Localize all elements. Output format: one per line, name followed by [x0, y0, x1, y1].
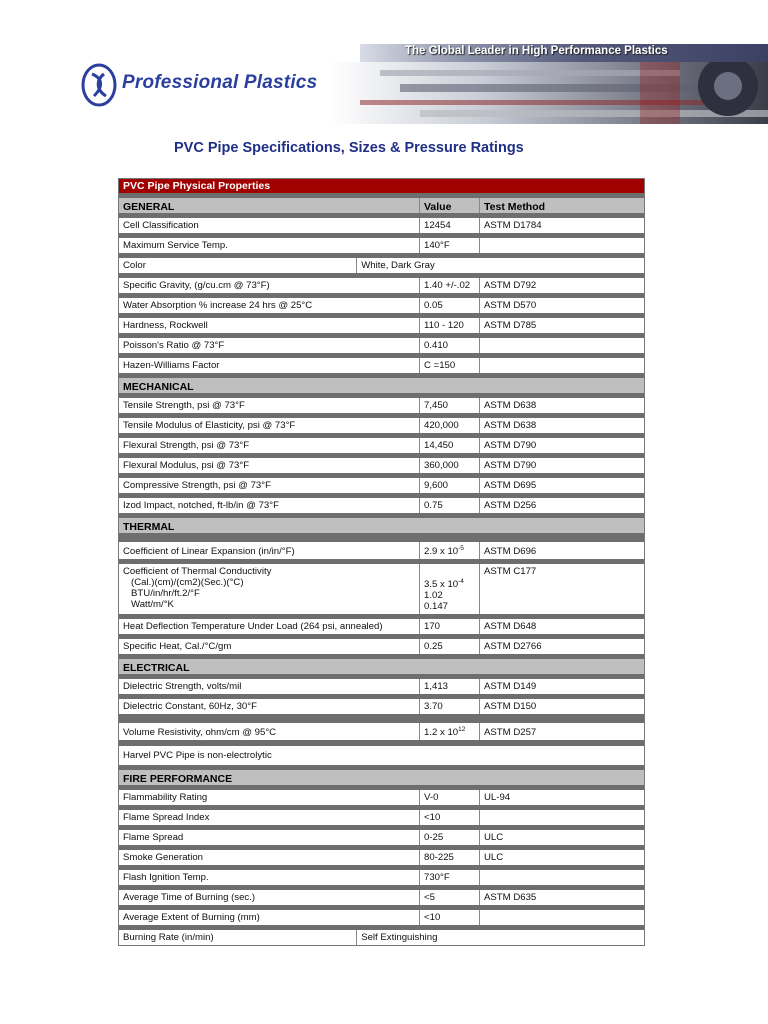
conductivity-value-btu: 1.02	[424, 590, 443, 601]
conductivity-unit-cal: (Cal.)(cm)/(cm2)(Sec.)(°C)	[131, 577, 244, 588]
table-row	[119, 740, 644, 765]
property-cell: Flammability Rating	[119, 790, 420, 805]
test-method-cell: UL-94	[484, 792, 511, 803]
table-row	[119, 825, 644, 845]
property-cell: Hardness, Rockwell	[119, 318, 420, 333]
test-method-cell	[480, 338, 642, 353]
value-cell: 3.70	[420, 699, 480, 714]
section-label: MECHANICAL	[123, 381, 194, 393]
value-exponent: -4	[458, 578, 464, 585]
section-header-fire-performance	[119, 765, 644, 785]
value-base: 1.2 x 10	[424, 727, 459, 738]
test-method-cell	[480, 238, 642, 253]
value-cell: White, Dark Gray	[361, 260, 435, 271]
test-method-cell: ASTM D696	[484, 546, 537, 557]
table-row	[119, 925, 644, 945]
value-cell: <5	[420, 890, 480, 905]
table-row	[119, 213, 644, 233]
table-row	[119, 674, 644, 694]
value-cell	[420, 542, 480, 559]
table-row	[119, 293, 644, 313]
value-cell	[420, 564, 480, 614]
table-row	[119, 785, 644, 805]
section-header-electrical	[119, 654, 644, 674]
property-cell: Average Extent of Burning (mm)	[119, 910, 420, 925]
value-cell: 420,000	[420, 418, 480, 433]
table-row	[119, 533, 644, 559]
section-header-mechanical	[119, 373, 644, 393]
value-base: 3.5 x 10	[424, 579, 459, 590]
property-cell: Specific Gravity, (g/cu.cm @ 73°F)	[119, 278, 420, 293]
value-cell: 170	[420, 619, 480, 634]
test-method-cell: ULC	[484, 852, 504, 863]
test-method-cell: ASTM D257	[484, 727, 537, 738]
property-cell: Izod Impact, notched, ft-lb/in @ 73°F	[119, 498, 420, 513]
test-method-cell: ASTM D638	[484, 420, 537, 431]
property-cell: Burning Rate (in/min)	[119, 930, 357, 945]
section-label: THERMAL	[123, 521, 175, 533]
value-base: 2.9 x 10	[424, 546, 459, 557]
table-row	[119, 453, 644, 473]
property-cell	[119, 564, 420, 614]
table-row	[119, 313, 644, 333]
table-row	[119, 353, 644, 373]
test-method-cell: ASTM D695	[484, 480, 537, 491]
value-cell: V-0	[420, 790, 480, 805]
conductivity-value-watt: 0.147	[424, 601, 449, 612]
column-header-test-method: Test Method	[484, 201, 546, 213]
value-cell: 110 - 120	[420, 318, 480, 333]
brand-name: Professional Plastics	[122, 72, 318, 93]
table-row	[119, 473, 644, 493]
conductivity-title: Coefficient of Thermal Conductivity	[123, 566, 272, 577]
value-cell: 14,450	[420, 438, 480, 453]
test-method-cell	[480, 870, 642, 885]
property-cell: Coefficient of Linear Expansion (in/in/°F)	[119, 542, 420, 559]
table-row	[119, 433, 644, 453]
property-cell: Poisson's Ratio @ 73°F	[119, 338, 420, 353]
conductivity-unit-watt: Watt/m/°K	[131, 599, 174, 610]
property-cell: Water Absorption % increase 24 hrs @ 25°C	[119, 298, 420, 313]
property-cell: Color	[119, 258, 357, 273]
table-row	[119, 493, 644, 513]
table-row	[119, 905, 644, 925]
column-header-value: Value	[420, 198, 480, 213]
property-cell: Smoke Generation	[119, 850, 420, 865]
table-row	[119, 273, 644, 293]
property-cell: Flash Ignition Temp.	[119, 870, 420, 885]
value-cell: 730°F	[420, 870, 480, 885]
table-row	[119, 694, 644, 714]
tagline: The Global Leader in High Performance Plastics	[405, 45, 668, 57]
property-cell: Dielectric Strength, volts/mil	[119, 679, 420, 694]
test-method-cell: ASTM D150	[484, 701, 537, 712]
table-row	[119, 634, 644, 654]
table-row	[119, 233, 644, 253]
value-cell: 0.75	[420, 498, 480, 513]
test-method-cell: ASTM D256	[484, 500, 537, 511]
value-cell: 9,600	[420, 478, 480, 493]
test-method-cell: ASTM D1784	[484, 220, 542, 231]
property-cell: Dielectric Constant, 60Hz, 30°F	[119, 699, 420, 714]
properties-table	[118, 178, 645, 946]
test-method-cell: ASTM D792	[484, 280, 537, 291]
property-cell: Heat Deflection Temperature Under Load (264 psi, annealed)	[119, 619, 420, 634]
section-label: FIRE PERFORMANCE	[123, 773, 233, 785]
test-method-cell: ASTM D635	[484, 892, 537, 903]
table-row	[119, 614, 644, 634]
property-cell: Flame Spread	[119, 830, 420, 845]
test-method-cell: ASTM D785	[484, 320, 537, 331]
table-row	[119, 805, 644, 825]
value-cell: 0.25	[420, 639, 480, 654]
table-row	[119, 393, 644, 413]
value-cell: <10	[420, 910, 480, 925]
page-title: PVC Pipe Specifications, Sizes & Pressure Ratings	[174, 140, 524, 156]
table-row	[119, 714, 644, 740]
property-cell: Tensile Strength, psi @ 73°F	[119, 398, 420, 413]
property-cell: Maximum Service Temp.	[119, 238, 420, 253]
value-cell: <10	[420, 810, 480, 825]
table-row	[119, 559, 644, 614]
test-method-cell: ASTM D638	[484, 400, 537, 411]
table-title: PVC Pipe Physical Properties	[119, 179, 644, 193]
property-cell: Hazen-Williams Factor	[119, 358, 420, 373]
value-cell: 0-25	[420, 830, 480, 845]
property-cell: Compressive Strength, psi @ 73°F	[119, 478, 420, 493]
header-banner	[0, 0, 768, 130]
section-header-general	[119, 193, 644, 213]
test-method-cell	[480, 810, 642, 825]
property-cell: Flame Spread Index	[119, 810, 420, 825]
test-method-cell: ULC	[484, 832, 504, 843]
test-method-cell	[480, 358, 642, 373]
conductivity-unit-btu: BTU/in/hr/ft.2/°F	[131, 588, 200, 599]
test-method-cell: ASTM D790	[484, 460, 537, 471]
table-row	[119, 885, 644, 905]
test-method-cell	[480, 910, 642, 925]
property-cell: Cell Classification	[119, 218, 420, 233]
section-header-thermal	[119, 513, 644, 533]
property-cell: Volume Resistivity, ohm/cm @ 95°C	[119, 723, 420, 740]
property-cell: Flexural Strength, psi @ 73°F	[119, 438, 420, 453]
value-cell: 1.40 +/-.02	[420, 278, 480, 293]
table-row	[119, 865, 644, 885]
value-cell: 1,413	[420, 679, 480, 694]
table-row	[119, 845, 644, 865]
professional-plastics-logo-icon	[80, 62, 118, 108]
property-cell: Average Time of Burning (sec.)	[119, 890, 420, 905]
test-method-cell: ASTM C177	[484, 566, 537, 577]
electrical-note: Harvel PVC Pipe is non-electrolytic	[123, 750, 272, 761]
property-cell: Tensile Modulus of Elasticity, psi @ 73°F	[119, 418, 420, 433]
value-cell: 0.05	[420, 298, 480, 313]
value-cell: 140°F	[420, 238, 480, 253]
value-cell: 7,450	[420, 398, 480, 413]
test-method-cell: ASTM D648	[484, 621, 537, 632]
test-method-cell: ASTM D149	[484, 681, 537, 692]
value-cell	[420, 723, 480, 740]
section-label: ELECTRICAL	[123, 662, 190, 674]
value-cell: 0.410	[420, 338, 480, 353]
value-cell: Self Extinguishing	[361, 932, 438, 943]
value-cell: 80-225	[420, 850, 480, 865]
test-method-cell: ASTM D570	[484, 300, 537, 311]
property-cell: Specific Heat, Cal./°C/gm	[119, 639, 420, 654]
value-cell: 360,000	[420, 458, 480, 473]
value-cell: C =150	[420, 358, 480, 373]
table-row	[119, 253, 644, 273]
value-cell: 12454	[420, 218, 480, 233]
value-exponent: -5	[458, 545, 464, 552]
table-row	[119, 413, 644, 433]
property-cell: Flexural Modulus, psi @ 73°F	[119, 458, 420, 473]
section-label: GENERAL	[119, 198, 420, 213]
conductivity-value-cal	[424, 579, 479, 590]
value-exponent: 12	[458, 726, 466, 733]
test-method-cell: ASTM D2766	[484, 641, 542, 652]
table-row	[119, 333, 644, 353]
test-method-cell: ASTM D790	[484, 440, 537, 451]
